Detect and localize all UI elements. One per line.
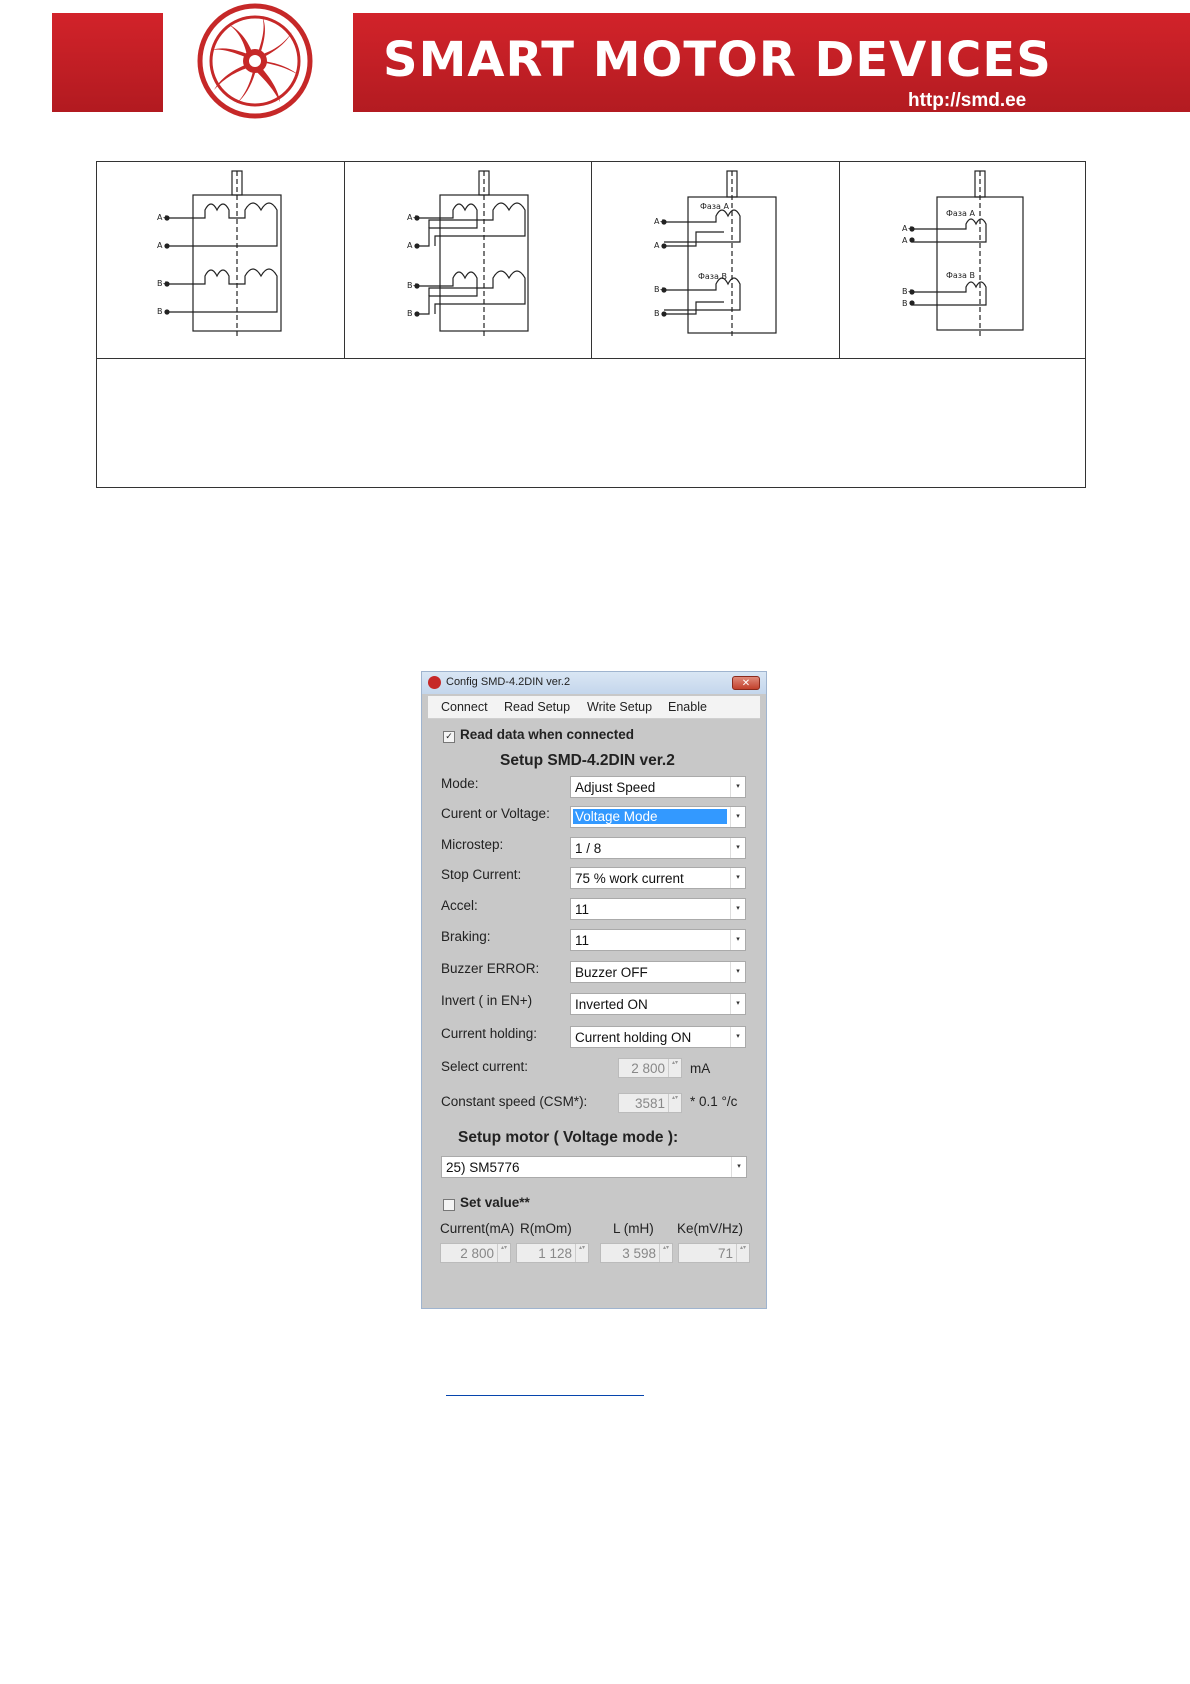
menu-read-setup[interactable]: Read Setup [504, 700, 571, 714]
chevron-down-icon: ▾ [730, 930, 745, 950]
diagram-cell-1 [97, 162, 345, 358]
mode-label: Mode: [441, 776, 479, 791]
menu-bar [428, 696, 760, 719]
select-current-unit: mA [690, 1061, 711, 1076]
phase-b-label: Фаза B [698, 272, 727, 281]
param-inductance-spinner[interactable]: 3 598 ▴▾ [600, 1243, 673, 1263]
terminal-a-plus: A+ [407, 213, 420, 222]
phase-a-label: Фаза A [700, 202, 729, 211]
terminal-a: A [654, 241, 660, 250]
chevron-down-icon: ▾ [730, 777, 745, 797]
param-resistance-label: R(mOm) [520, 1221, 572, 1236]
param-ke-label: Ke(mV/Hz) [677, 1221, 744, 1236]
parallel-wiring-diagram [345, 162, 592, 358]
spinner-arrows-icon: ▴▾ [668, 1094, 681, 1112]
select-current-spinner[interactable]: 2 800 ▴▾ [618, 1058, 682, 1078]
constant-speed-spinner[interactable]: 3581 ▴▾ [618, 1093, 682, 1113]
chevron-down-icon: ▾ [730, 1027, 745, 1047]
terminal-b: B [407, 309, 413, 318]
buzzer-error-label: Buzzer ERROR: [441, 961, 540, 976]
set-value-label: Set value** [460, 1195, 530, 1210]
smd-logo [190, 2, 320, 120]
spinner-arrows-icon: ▴▾ [575, 1244, 588, 1262]
current-holding-label: Current holding: [441, 1026, 538, 1041]
chevron-down-icon: ▾ [730, 868, 745, 888]
read-on-connect-label: Read data when connected [460, 727, 635, 742]
link-underline[interactable] [446, 1395, 644, 1396]
accel-select[interactable]: 11 ▾ [570, 898, 746, 920]
constant-speed-label: Constant speed (CSM*): [441, 1094, 588, 1109]
brand-name: SMART MOTOR DEVICES [383, 32, 1052, 88]
mode-select[interactable]: Adjust Speed ▾ [570, 776, 746, 798]
current-or-voltage-select[interactable]: Voltage Mode ▾ [570, 806, 746, 828]
current-or-voltage-label: Curent or Voltage: [441, 806, 550, 821]
spinner-arrows-icon: ▴▾ [668, 1059, 681, 1077]
stop-current-label: Stop Current: [441, 867, 522, 882]
wiring-diagram-table [96, 161, 1086, 488]
invert-label: Invert ( in EN+) [441, 993, 533, 1008]
diagram-cell-4 [840, 162, 1087, 358]
terminal-b: B [902, 299, 908, 308]
invert-select[interactable]: Inverted ON ▾ [570, 993, 746, 1015]
window-titlebar[interactable] [422, 672, 766, 694]
window-title: Config SMD-4.2DIN ver.2 [446, 676, 571, 688]
menu-connect[interactable]: Connect [441, 700, 488, 714]
param-current-spinner[interactable]: 2 800 ▴▾ [440, 1243, 511, 1263]
terminal-a: A [407, 241, 413, 250]
motor-select[interactable]: 25) SM5776 ▾ [441, 1156, 747, 1178]
param-ke-spinner[interactable]: 71 ▴▾ [678, 1243, 750, 1263]
param-resistance-spinner[interactable]: 1 128 ▴▾ [516, 1243, 589, 1263]
chevron-down-icon: ▾ [730, 807, 745, 827]
diagram-cell-2 [345, 162, 592, 358]
terminal-a-plus: A+ [902, 224, 915, 233]
terminal-b: B [157, 307, 163, 316]
read-on-connect-checkbox[interactable]: ✓ [443, 731, 455, 743]
current-holding-select[interactable]: Current holding ON ▾ [570, 1026, 746, 1048]
chevron-down-icon: ▾ [730, 899, 745, 919]
half-coil-wiring-diagram [592, 162, 839, 358]
menu-enable[interactable]: Enable [668, 700, 707, 714]
series-wiring-diagram [97, 162, 344, 358]
spinner-arrows-icon: ▴▾ [659, 1244, 672, 1262]
chevron-down-icon: ▾ [730, 994, 745, 1014]
terminal-a-plus: A+ [157, 213, 170, 222]
select-current-label: Select current: [441, 1059, 529, 1074]
phase-a-label: Фаза A [946, 209, 975, 218]
half-coil-wiring-diagram-2 [840, 162, 1087, 358]
header-banner-left [52, 13, 163, 112]
stop-current-select[interactable]: 75 % work current ▾ [570, 867, 746, 889]
terminal-b-plus: B+ [157, 279, 170, 288]
config-window [421, 671, 767, 1309]
app-icon [428, 676, 441, 689]
braking-select[interactable]: 11 ▾ [570, 929, 746, 951]
chevron-down-icon: ▾ [730, 838, 745, 858]
menu-write-setup[interactable]: Write Setup [587, 700, 653, 714]
set-value-checkbox[interactable] [443, 1199, 455, 1211]
chevron-down-icon: ▾ [730, 962, 745, 982]
buzzer-error-select[interactable]: Buzzer OFF ▾ [570, 961, 746, 983]
param-current-label: Current(mA) [440, 1221, 515, 1236]
terminal-a-plus: A+ [654, 217, 667, 226]
terminal-a: A [157, 241, 163, 250]
diagram-cell-3 [592, 162, 840, 358]
braking-label: Braking: [441, 929, 491, 944]
microstep-label: Microstep: [441, 837, 504, 852]
chevron-down-icon: ▾ [731, 1157, 746, 1177]
param-inductance-label: L (mH) [613, 1221, 654, 1236]
close-button[interactable]: ✕ [732, 676, 760, 690]
phase-b-label: Фаза B [946, 271, 975, 280]
terminal-b-plus: B+ [902, 287, 915, 296]
motor-heading: Setup motor ( Voltage mode ): [458, 1129, 679, 1146]
terminal-b-plus: B+ [654, 285, 667, 294]
terminal-b-plus: B+ [407, 281, 420, 290]
terminal-b: B [654, 309, 660, 318]
spinner-arrows-icon: ▴▾ [497, 1244, 510, 1262]
setup-heading: Setup SMD-4.2DIN ver.2 [500, 752, 675, 769]
terminal-a: A [902, 236, 908, 245]
microstep-select[interactable]: 1 / 8 ▾ [570, 837, 746, 859]
constant-speed-unit: * 0.1 °/c [690, 1094, 738, 1109]
accel-label: Accel: [441, 898, 478, 913]
diagram-caption-row [97, 358, 1085, 489]
spinner-arrows-icon: ▴▾ [736, 1244, 749, 1262]
brand-url: http://smd.ee [908, 90, 1027, 111]
